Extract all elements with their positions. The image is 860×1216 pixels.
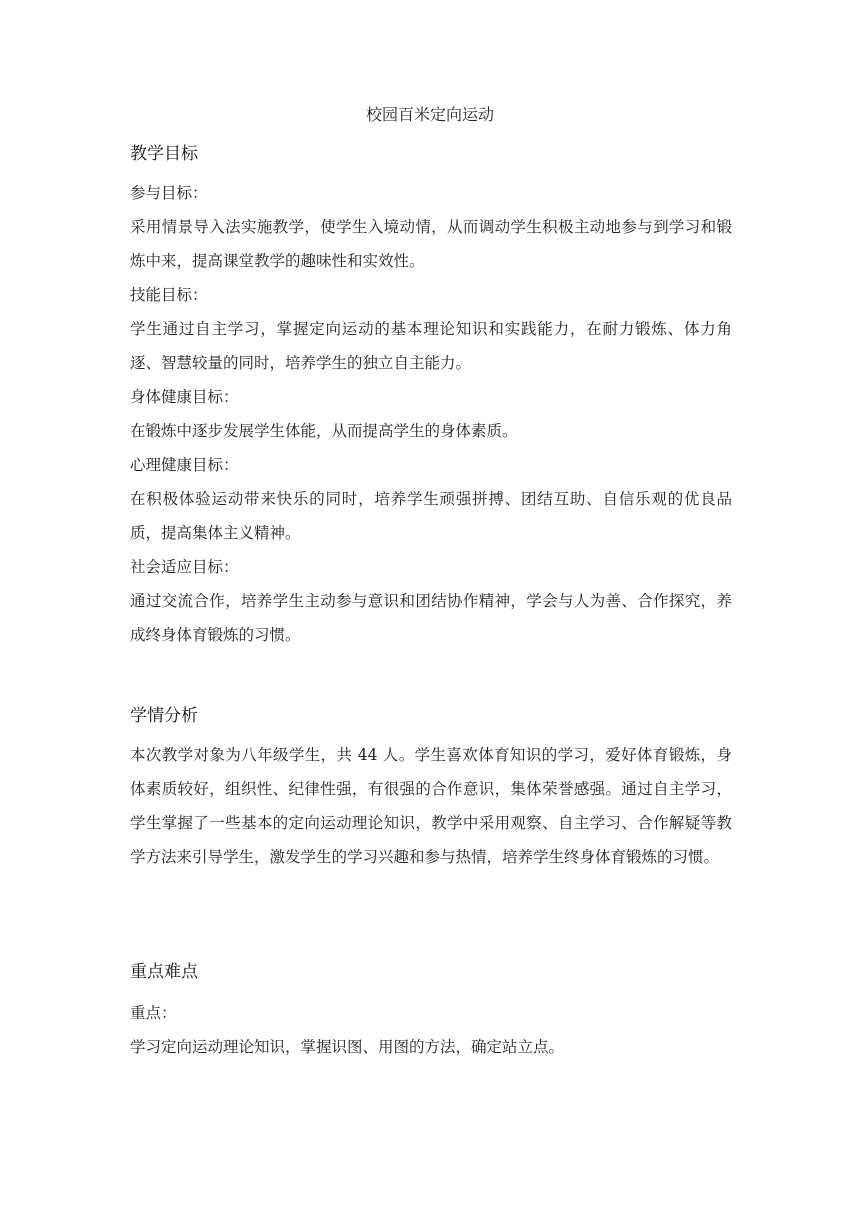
paragraph-skill-goal: 学生通过自主学习，掌握定向运动的基本理论知识和实践能力，在耐力锻炼、体力角逐、智慧较量的同时，培养学生的独立自主能力。 (130, 320, 732, 372)
section-heading-key-difficult-points: 重点难点 (130, 962, 198, 982)
paragraph-social-adaptation-goal: 通过交流合作，培养学生主动参与意识和团结协作精神，学会与人为善、合作探究，养成终身体育锻炼的习惯。 (130, 592, 732, 644)
paragraph-participation-goal: 采用情景导入法实施教学，使学生入境动情，从而调动学生积极主动地参与到学习和锻炼中来，提高课堂教学的趣味性和实效性。 (130, 218, 732, 270)
paragraph-learner-analysis: 本次教学对象为八年级学生，共 44 人。学生喜欢体育知识的学习，爱好体育锻炼，身体素质较好，组织性、纪律性强，有很强的合作意识，集体荣誉感强。通过自主学习，学生掌握了一些基本的定向运动理论知识，教学中采用观察、自主学习、合作解疑等教学方法来引导学生，激发学生的学习兴趣和参与热情，培养学生终身体育锻炼的习惯。 (130, 746, 732, 866)
subheading-mental-health-goal: 心理健康目标： (130, 456, 239, 474)
section-heading-learner-analysis: 学情分析 (130, 706, 198, 726)
paragraph-physical-health-goal: 在锻炼中逐步发展学生体能，从而提高学生的身体素质。 (130, 422, 518, 440)
paragraph-key-points: 学习定向运动理论知识，掌握识图、用图的方法，确定站立点。 (130, 1038, 565, 1056)
document-title: 校园百米定向运动 (365, 105, 494, 124)
subheading-physical-health-goal: 身体健康目标： (130, 388, 239, 406)
subheading-social-adaptation-goal: 社会适应目标： (130, 558, 239, 576)
paragraph-mental-health-goal: 在积极体验运动带来快乐的同时，培养学生顽强拼搏、团结互助、自信乐观的优良品质，提高集体主义精神。 (130, 490, 732, 542)
subheading-key-points: 重点： (130, 1004, 177, 1022)
section-heading-teaching-goals: 教学目标 (130, 144, 198, 164)
subheading-participation-goal: 参与目标： (130, 184, 208, 202)
subheading-skill-goal: 技能目标： (130, 286, 208, 304)
